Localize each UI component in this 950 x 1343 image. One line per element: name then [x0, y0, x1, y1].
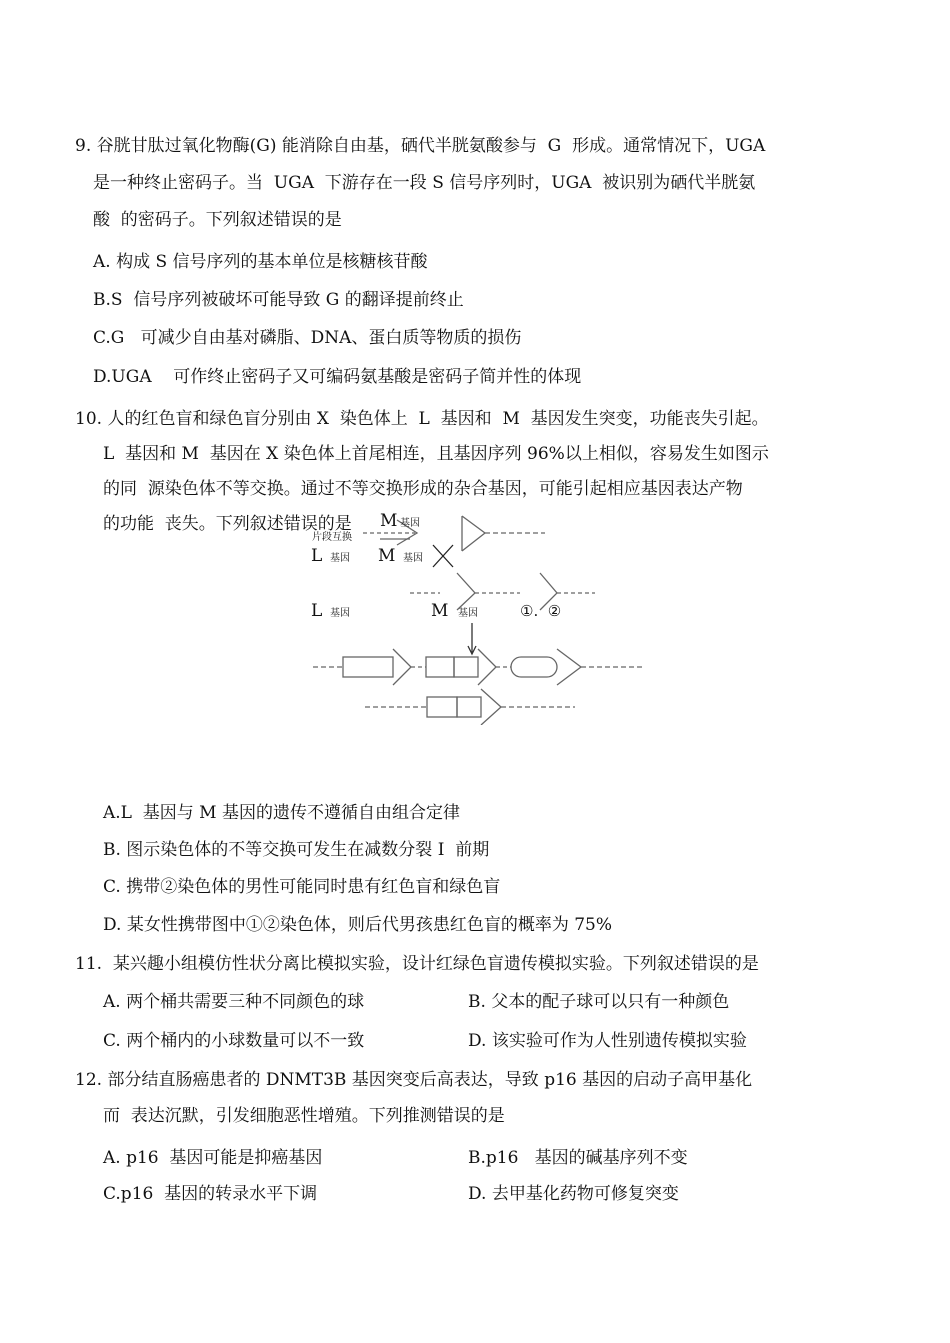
figure-row2-m-gene-label: 基因: [403, 553, 423, 564]
q9-stem-line1: 9. 谷胱甘肽过氧化物酶(G) 能消除自由基，硒代半胱氨酸参与 G 形成。通常情况下，UGA: [75, 136, 766, 156]
q12-option-c: C.p16 基因的转录水平下调: [103, 1184, 318, 1204]
q9-option-c: C.G 可减少自由基对磷脂、DNA、蛋白质等物质的损伤: [93, 328, 522, 348]
q11-option-d: D. 该实验可作为人性别遗传模拟实验: [468, 1031, 747, 1051]
figure-row2-l-label: L: [311, 546, 323, 566]
figure-row3-m-label: M: [431, 601, 449, 621]
q10-option-d: D. 某女性携带图中①②染色体，则后代男孩患红色盲的概率为 75%: [103, 915, 613, 935]
q12-option-a: A. p16 基因可能是抑癌基因: [103, 1148, 323, 1168]
q10-option-a: A.L 基因与 M 基因的遗传不遵循自由组合定律: [103, 803, 460, 823]
q12-option-b: B.p16 基因的碱基序列不变: [468, 1148, 688, 1168]
q10-stem-line3: 的同 源染色体不等交换。通过不等交换形成的杂合基因，可能引起相应基因表达产物: [103, 479, 743, 499]
q9-stem-line3: 酸 的密码子。下列叙述错误的是: [93, 210, 342, 230]
figure-chromosome-markers: ①. ②: [520, 602, 562, 620]
unequal-crossover-figure: [305, 505, 665, 725]
q11-option-a: A. 两个桶共需要三种不同颜色的球: [103, 992, 365, 1012]
q10-stem-line2: L 基因和 M 基因在 X 染色体上首尾相连，且基因序列 96%以上相似，容易发生如图示: [103, 444, 769, 464]
figure-row3-l-gene-label: 基因: [330, 608, 350, 619]
q12-option-d: D. 去甲基化药物可修复突变: [468, 1184, 679, 1204]
figure-top-m-gene-label: 基因: [400, 518, 420, 529]
q11-option-c: C. 两个桶内的小球数量可以不一致: [103, 1031, 365, 1051]
q12-stem-line2: 而 表达沉默，引发细胞恶性增殖。下列推测错误的是: [103, 1106, 505, 1126]
q10-option-c: C. 携带②染色体的男性可能同时患有红色盲和绿色盲: [103, 877, 501, 897]
q9-option-b: B.S 信号序列被破坏可能导致 G 的翻译提前终止: [93, 290, 464, 310]
q11-option-b: B. 父本的配子球可以只有一种颜色: [468, 992, 730, 1012]
figure-row3-m-gene-label: 基因: [458, 608, 478, 619]
figure-swap-label: 片段互换: [312, 532, 352, 543]
figure-top-m-label: M: [380, 511, 398, 531]
q11-stem: 11. 某兴趣小组模仿性状分离比模拟实验，设计红绿色盲遗传模拟实验。下列叙述错误的是: [75, 954, 759, 974]
q9-option-a: A. 构成 S 信号序列的基本单位是核糖核苷酸: [93, 252, 428, 272]
q9-option-d: D.UGA 可作终止密码子又可编码氨基酸是密码子简并性的体现: [93, 367, 582, 387]
q12-stem-line1: 12. 部分结直肠癌患者的 DNMT3B 基因突变后高表达，导致 p16 基因的启动子高甲基化: [75, 1070, 753, 1090]
figure-row2-m-label: M: [378, 546, 396, 566]
q10-stem-line1: 10. 人的红色盲和绿色盲分别由 X 染色体上 L 基因和 M 基因发生突变，功能丧失引起。: [75, 409, 769, 429]
figure-row3-l-label: L: [311, 601, 323, 621]
q10-option-b: B. 图示染色体的不等交换可发生在减数分裂 I 前期: [103, 840, 490, 860]
q9-stem-line2: 是一种终止密码子。当 UGA 下游存在一段 S 信号序列时，UGA 被识别为硒代半胱氨: [93, 173, 756, 193]
figure-row2-l-gene-label: 基因: [330, 553, 350, 564]
q10-stem-line4: 的功能 丧失。下列叙述错误的是: [103, 514, 352, 534]
